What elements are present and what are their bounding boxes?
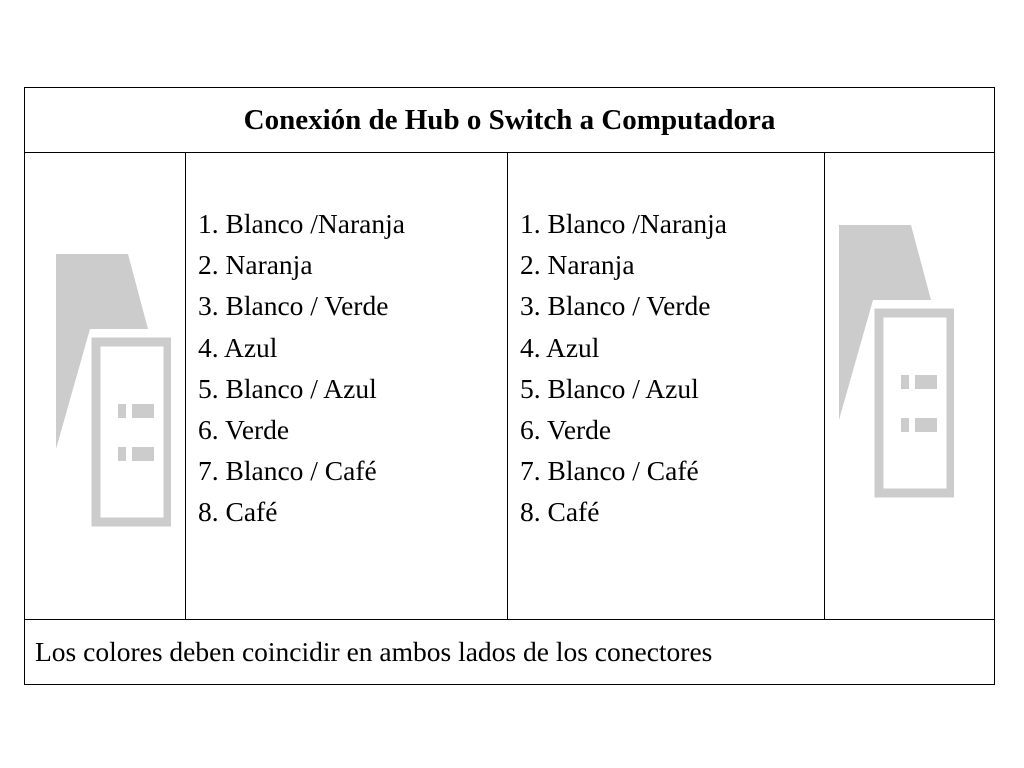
connection-table	[24, 87, 995, 685]
pin-item: 8. Café	[198, 496, 278, 528]
connector-icon	[839, 225, 954, 498]
body-row	[25, 153, 995, 620]
pin-item: 1. Blanco /Naranja	[198, 208, 405, 239]
right-icon-cell	[825, 153, 995, 620]
pin-item: 8. Café	[520, 496, 600, 528]
pin-item: 3. Blanco / Verde	[520, 290, 711, 322]
title-row	[25, 88, 995, 153]
pin-item: 2. Naranja	[198, 249, 313, 281]
left-pin-list	[198, 203, 507, 533]
connector-icon	[56, 254, 171, 527]
pin-item: 3. Blanco / Verde	[198, 290, 389, 322]
left-icon-cell	[25, 153, 186, 620]
pin-item: 4. Azul	[198, 331, 278, 363]
right-pin-list	[520, 203, 824, 533]
table-title: Conexión de Hub o Switch a Computadora	[25, 88, 995, 153]
left-pin-list-cell	[186, 153, 508, 620]
right-pin-list-cell	[508, 153, 825, 620]
table-note: Los colores deben coincidir en ambos lados de los conectores	[25, 620, 995, 685]
pin-item: 5. Blanco / Azul	[520, 372, 699, 404]
pin-item: 6. Verde	[198, 414, 290, 446]
pin-item: 5. Blanco / Azul	[198, 372, 377, 404]
note-row	[25, 620, 995, 685]
pin-item: 7. Blanco / Café	[520, 455, 699, 487]
pin-item: 7. Blanco / Café	[198, 455, 377, 487]
pin-item: 6. Verde	[520, 414, 612, 446]
pin-item: 2. Naranja	[520, 249, 635, 281]
pin-item: 4. Azul	[520, 331, 600, 363]
pin-item: 1. Blanco /Naranja	[520, 208, 727, 239]
